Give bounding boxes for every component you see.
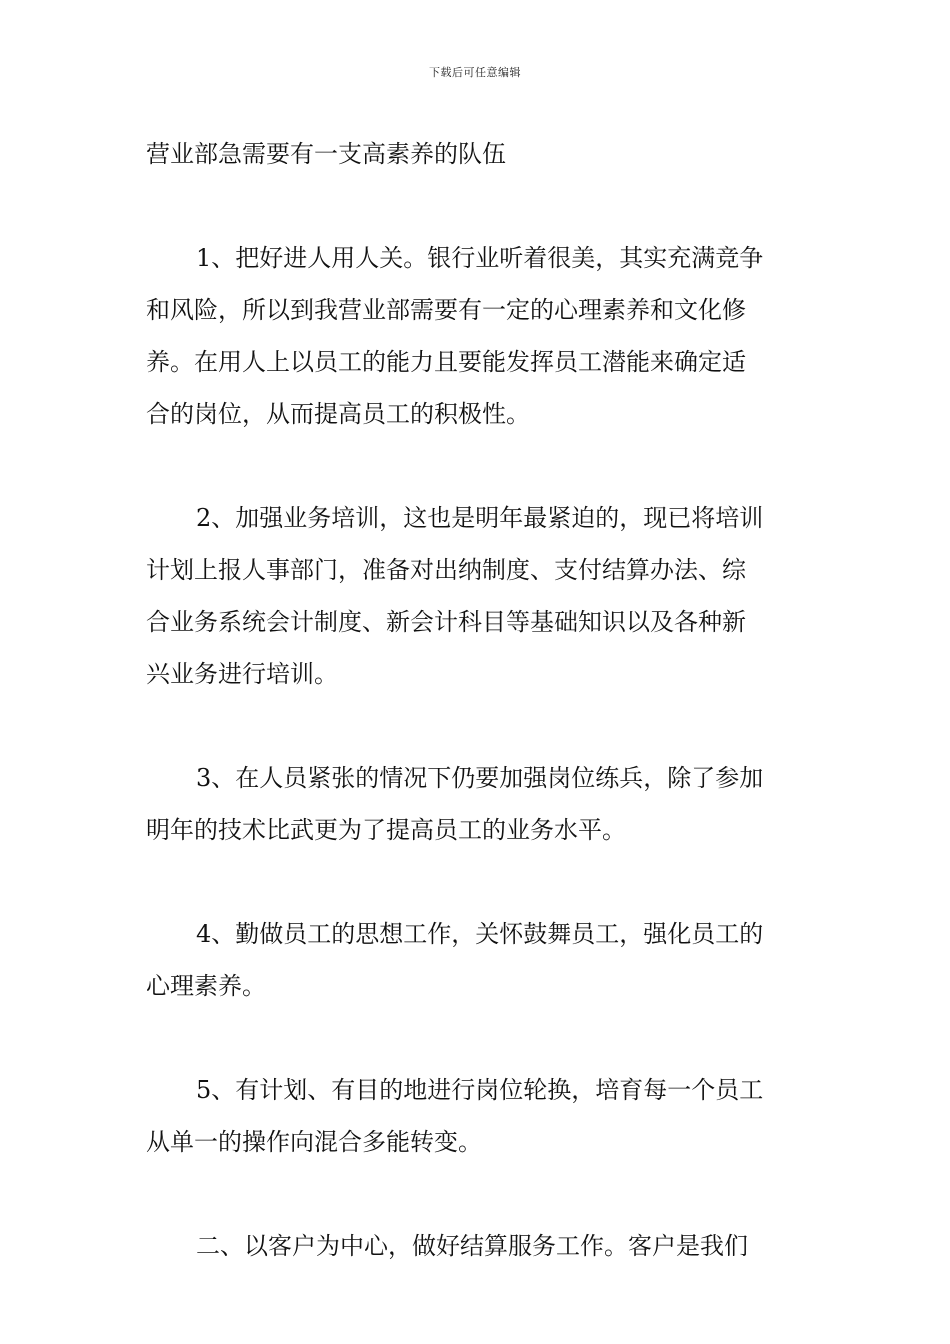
paragraph-gap bbox=[146, 700, 806, 752]
paragraph-line: 兴业务进行培训。 bbox=[146, 660, 338, 688]
paragraph-line: 1、把好进人用人关。银行业听着很美，其实充满竞争 bbox=[196, 244, 764, 272]
paragraph-line: 5、有计划、有目的地进行岗位轮换，培育每一个员工 bbox=[196, 1076, 764, 1104]
paragraph-1 bbox=[146, 232, 806, 440]
paragraph-gap bbox=[146, 180, 806, 232]
paragraph-line: 明年的技术比武更为了提高员工的业务水平。 bbox=[146, 816, 626, 844]
paragraph-line: 3、在人员紧张的情况下仍要加强岗位练兵，除了参加 bbox=[196, 764, 764, 792]
paragraph-4 bbox=[146, 908, 806, 1012]
paragraph-6 bbox=[146, 1220, 806, 1272]
paragraph-2 bbox=[146, 492, 806, 700]
paragraph-line: 心理素养。 bbox=[146, 972, 266, 1000]
paragraph-line: 合业务系统会计制度、新会计科目等基础知识以及各种新 bbox=[146, 608, 746, 636]
paragraph-gap bbox=[146, 1012, 806, 1064]
paragraph-gap bbox=[146, 440, 806, 492]
paragraph-gap bbox=[146, 1168, 806, 1220]
paragraph-line: 计划上报人事部门，准备对出纳制度、支付结算办法、综 bbox=[146, 556, 746, 584]
paragraph-line: 合的岗位，从而提高员工的积极性。 bbox=[146, 400, 530, 428]
paragraph-line: 二、以客户为中心，做好结算服务工作。客户是我们 bbox=[196, 1232, 748, 1260]
paragraph-line: 4、勤做员工的思想工作，关怀鼓舞员工，强化员工的 bbox=[196, 920, 764, 948]
paragraph-3 bbox=[146, 752, 806, 856]
document-body bbox=[146, 128, 806, 1272]
paragraph-line: 和风险，所以到我营业部需要有一定的心理素养和文化修 bbox=[146, 296, 746, 324]
paragraph-gap bbox=[146, 856, 806, 908]
section-heading: 营业部急需要有一支高素养的队伍 bbox=[146, 140, 506, 168]
page-header: 下载后可任意编辑 bbox=[429, 66, 521, 79]
paragraph-line: 2、加强业务培训，这也是明年最紧迫的，现已将培训 bbox=[196, 504, 764, 532]
paragraph-line: 从单一的操作向混合多能转变。 bbox=[146, 1128, 482, 1156]
paragraph-line: 养。在用人上以员工的能力且要能发挥员工潜能来确定适 bbox=[146, 348, 746, 376]
paragraph-5 bbox=[146, 1064, 806, 1168]
